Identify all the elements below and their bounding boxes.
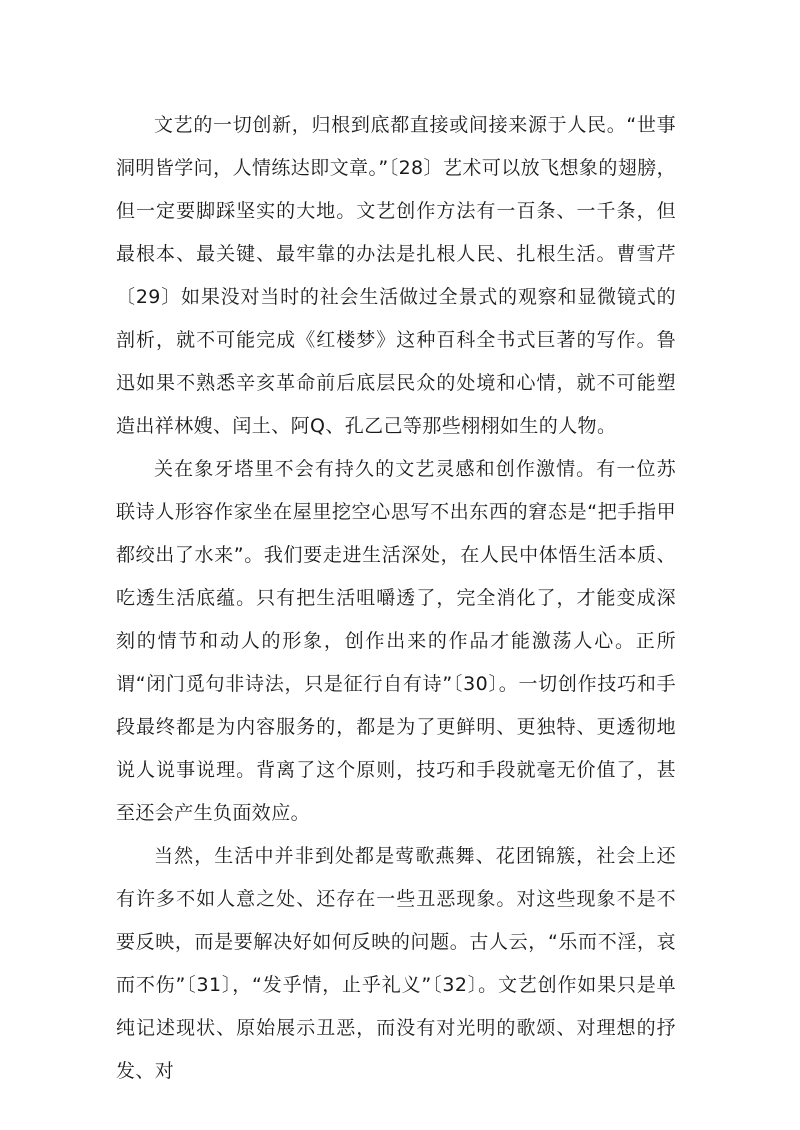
paragraph-3: 当然，生活中并非到处都是莺歌燕舞、花团锦簇，社会上还有许多不如人意之处、还存在一些丑恶现象。对这些现象不是不要反映，而是要解决好如何反映的问题。古人云，“乐而不淫，哀而不伤”〔31〕，“发乎情，止乎礼义”〔32〕。文艺创作如果只是单纯记述现状、原始展示丑恶，而没有对光明的歌颂、对理想的抒发、对 [116,845,676,1082]
paragraph-1: 文艺的一切创新，归根到底都直接或间接来源于人民。“世事洞明皆学问，人情练达即文章。”〔28〕艺术可以放飞想象的翅膀，但一定要脚踩坚实的大地。文艺创作方法有一百条、一千条，但最根本、最关键、最牢靠的办法是扎根人民、扎根生活。曹雪芹〔29〕如果没对当时的社会生活做过全景式的观察和显微镜式的剖析，就不可能完成《红楼梦》这种百科全书式巨著的写作。鲁迅如果不熟悉辛亥革命前后底层民众的处境和心情，就不可能塑造出祥林嫂、闰土、阿Q、孔乙己等那些栩栩如生的人物。 [116,114,676,437]
body-text [116,104,676,1093]
paragraph-2: 关在象牙塔里不会有持久的文艺灵感和创作激情。有一位苏联诗人形容作家坐在屋里挖空心思写不出东西的窘态是“把手指甲都绞出了水来”。我们要走进生活深处，在人民中体悟生活本质、吃透生活底蕴。只有把生活咀嚼透了，完全消化了，才能变成深刻的情节和动人的形象，创作出来的作品才能激荡人心。正所谓“闭门觅句非诗法，只是征行自有诗”〔30〕。一切创作技巧和手段最终都是为内容服务的，都是为了更鲜明、更独特、更透彻地说人说事说理。背离了这个原则，技巧和手段就毫无价值了，甚至还会产生负面效应。 [116,458,676,824]
